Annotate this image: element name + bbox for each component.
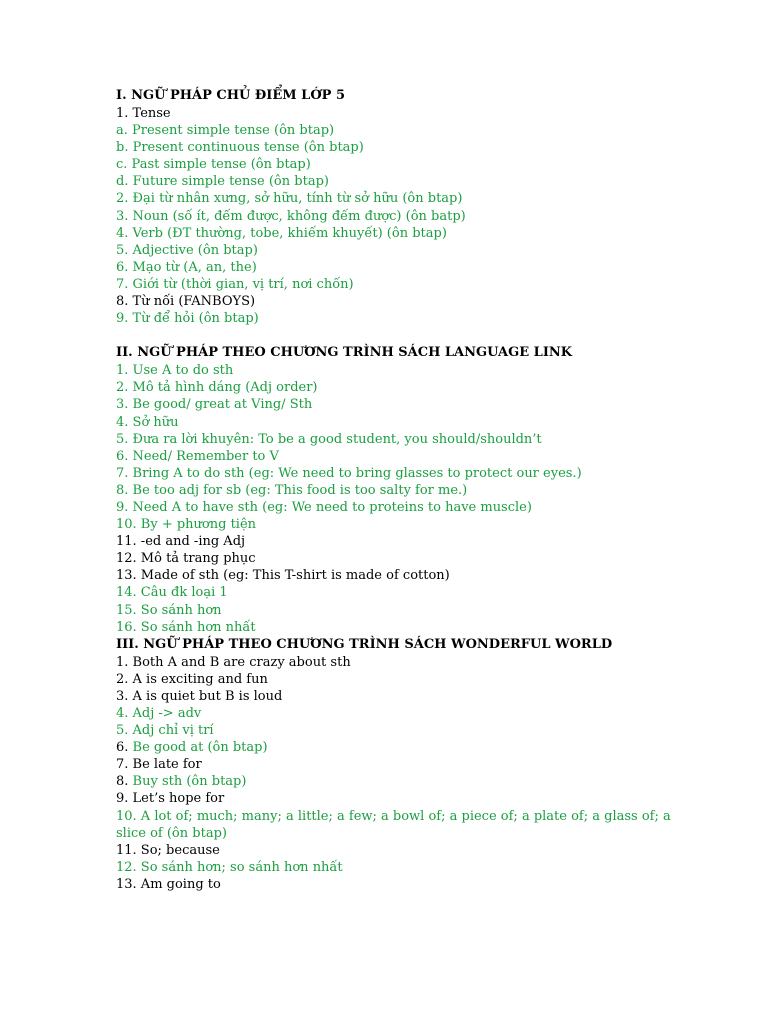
list-item-number: 6.	[116, 740, 133, 756]
list-item: 5. Đưa ra lời khuyên: To be a good student, you should/shouldn’t	[116, 431, 542, 447]
list-item: c. Past simple tense (ôn btap)	[116, 157, 311, 173]
list-item: 12. So sánh hơn; so sánh hơn nhất	[116, 859, 343, 875]
list-item: 12. Mô tả trang phục	[116, 551, 256, 567]
list-item: 1. Use A to do sth	[116, 363, 234, 379]
list-item: 9. Let’s hope for	[116, 791, 225, 807]
section-heading: III. NGỮ PHÁP THEO CHƯƠNG TRÌNH SÁCH WONDERFUL WORLD	[116, 636, 613, 652]
list-item	[116, 773, 676, 790]
section-grammar-grade5	[116, 87, 676, 327]
list-item-number: 8.	[116, 774, 133, 790]
list-item-text: Be good at (ôn btap)	[132, 740, 268, 756]
list-item: 6. Need/ Remember to V	[116, 448, 279, 464]
list-item: 7. Giới từ (thời gian, vị trí, nơi chốn)	[116, 276, 354, 292]
document-body	[116, 87, 676, 893]
list-item: 10. A lot of; much; many; a little; a few; a bowl of; a piece of; a plate of; a glass of; a slice of (ôn btap)	[116, 808, 671, 841]
list-item: 4. Sở hữu	[116, 414, 179, 430]
list-item: a. Present simple tense (ôn btap)	[116, 123, 335, 139]
list-item: 7. Bring A to do sth (eg: We need to bring glasses to protect our eyes.)	[116, 465, 582, 481]
list-item: 8. Từ nối (FANBOYS)	[116, 294, 256, 310]
list-item: 2. Mô tả hình dáng (Adj order)	[116, 380, 318, 396]
list-item: 1. Tense	[116, 106, 171, 121]
section-heading: I. NGỮ PHÁP CHỦ ĐIỂM LỚP 5	[116, 88, 345, 103]
list-item: b. Present continuous tense (ôn btap)	[116, 140, 364, 156]
list-item: 5. Adjective (ôn btap)	[116, 242, 258, 258]
list-item-text: Buy sth (ôn btap)	[132, 774, 247, 790]
list-item: 8. Be too adj for sb (eg: This food is too salty for me.)	[116, 482, 468, 498]
list-item: 7. Be late for	[116, 757, 202, 773]
list-item: 1. Both A and B are crazy about sth	[116, 654, 351, 670]
list-item: 15. So sánh hơn	[116, 602, 222, 618]
list-item: 9. Từ để hỏi (ôn btap)	[116, 311, 259, 327]
section-heading: II. NGỮ PHÁP THEO CHƯƠNG TRÌNH SÁCH LANGUAGE LINK	[116, 345, 573, 361]
list-item	[116, 739, 676, 756]
list-item: 11. So; because	[116, 842, 220, 858]
list-item: 16. So sánh hơn nhất	[116, 619, 256, 635]
list-item: d. Future simple tense (ôn btap)	[116, 174, 329, 190]
list-item: 10. By + phương tiện	[116, 517, 257, 533]
list-item: 6. Mạo từ (A, an, the)	[116, 259, 257, 275]
list-item: 2. Đại từ nhân xưng, sở hữu, tính từ sở hữu (ôn btap)	[116, 191, 463, 207]
list-item: 13. Made of sth (eg: This T-shirt is made of cotton)	[116, 568, 450, 584]
list-item: 3. A is quiet but B is loud	[116, 688, 283, 704]
list-item: 4. Adj -> adv	[116, 706, 202, 721]
list-item: 4. Verb (ĐT thường, tobe, khiếm khuyết) (ôn btap)	[116, 225, 447, 241]
section-wonderful-world	[116, 636, 676, 893]
list-item: 5. Adj chỉ vị trí	[116, 723, 214, 739]
list-item: 3. Noun (số ít, đếm được, không đếm được) (ôn batp)	[116, 208, 466, 224]
list-item: 13. Am going to	[116, 876, 221, 892]
list-item: 14. Câu đk loại 1	[116, 585, 228, 601]
section-language-link	[116, 344, 676, 636]
list-item: 3. Be good/ great at Ving/ Sth	[116, 397, 313, 413]
list-item: 9. Need A to have sth (eg: We need to proteins to have muscle)	[116, 499, 532, 515]
list-item: 11. -ed and -ing Adj	[116, 534, 246, 550]
list-item: 2. A is exciting and fun	[116, 671, 268, 687]
